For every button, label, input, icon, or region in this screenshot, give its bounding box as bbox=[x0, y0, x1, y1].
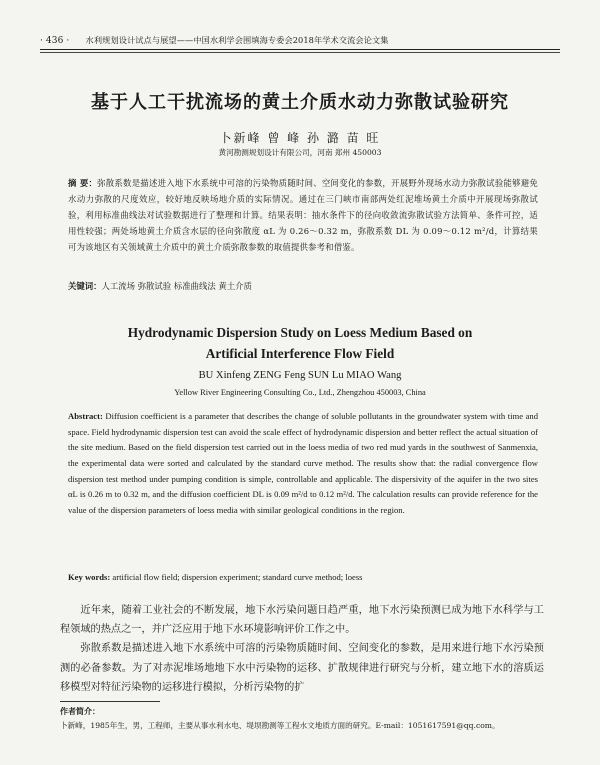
paper-title-en bbox=[0, 322, 600, 364]
footnote-text: 卜新峰，1985年生，男，工程师，主要从事水利水电、堤坝勘测等工程水文地质方面的研究。E-mail：1051617591@qq.com。 bbox=[60, 721, 500, 730]
body-text bbox=[60, 601, 544, 697]
keywords-en-label: Key words: bbox=[68, 572, 111, 582]
running-header bbox=[40, 35, 560, 46]
paper-title-en-line2: Artificial Interference Flow Field bbox=[205, 346, 395, 361]
header-rule bbox=[40, 49, 560, 50]
abstract-en-text: Diffusion coefficient is a parameter that describes the change of soluble pollutants in the groundwater system with time and space. Field hydrodynamic dispersion test can avoid the scale effect of hydrodynamic dispersion and better reflect the actual situation of the site medium. Based on the field dispersion test carried out in the loess media of two red mud yards in the southwest of Sanmenxia, the experimental data were sorted and calculated by the standard curve method. The results show that: the radial convergence flow dispersion test method under pumping condition is simple, controllable and applicable. The dispersivity of the aquifer in the two sites αL is 0.26 m to 0.32 m, and the diffusion coefficient DL is 0.09 m²/d to 0.12 m²/d. The calculation results can provide reference for the value of the dispersion parameters of loess media with similar geological conditions in the region. bbox=[68, 411, 538, 515]
abstract-cn-label: 摘 要： bbox=[68, 178, 98, 188]
paper-title-cn: 基于人工干扰流场的黄土介质水动力弥散试验研究 bbox=[91, 92, 509, 113]
abstract-cn-text: 弥散系数是描述进入地下水系统中可溶的污染物质随时间、空间变化的参数，开展野外现场水动力弥散试验能够避免水动力弥散的尺度效应，较好地反映场地介质的实际情况。通过在三门峡市南部两处红泥堆场黄土介质中开展现场弥散试验，利用标准曲线法对试验数据进行了整理和计算。结果表明：抽水条件下的径向收敛流弥散试验方法简单、条件可控，适用性较强；两处场地黄土介质含水层的径向弥散度 αL 为 0.26～0.32 m，弥散系数 DL 为 0.09～0.12 m²/d，计算结果可为该地区有关领域黄土介质中的黄土介质弥散参数的取值提供参考和借鉴。 bbox=[68, 178, 538, 253]
keywords-en-text: artificial flow field; dispersion experiment; standard curve method; loess bbox=[112, 572, 363, 582]
abstract-en bbox=[68, 409, 538, 519]
footnote-rule bbox=[60, 701, 160, 702]
affiliation-en: Yellow River Engineering Consulting Co., Ltd., Zhengzhou 450003, China bbox=[174, 388, 426, 397]
keywords-en bbox=[68, 572, 538, 582]
affiliation-cn: 黄河勘测规划设计有限公司，河南 郑州 450003 bbox=[218, 148, 382, 157]
page-number: · 436 · bbox=[40, 36, 70, 46]
running-title: 水利规划设计试点与展望——中国水利学会围填海专委会2018年学术交流会论文集 bbox=[85, 35, 389, 45]
authors-en: BU Xinfeng ZENG Feng SUN Lu MIAO Wang bbox=[198, 370, 402, 381]
keywords-cn-label: 关键词： bbox=[68, 281, 102, 291]
abstract-cn bbox=[68, 175, 538, 255]
authors-cn: 卜新峰 曾 峰 孙 潞 苗 旺 bbox=[219, 131, 381, 145]
header-rule-thin bbox=[40, 52, 560, 53]
footnote-label: 作者简介： bbox=[60, 707, 100, 716]
keywords-cn bbox=[68, 280, 538, 292]
body-paragraph: 弥散系数是描述进入地下水系统中可溶的污染物质随时间、空间变化的参数，是用来进行地下水污染预测的必备参数。为了对赤泥堆场地地下水中污染物的运移、扩散规律进行研究与分析，建立地下水的溶质运移模型对特征污染物的运移进行模拟，分析污染物的扩 bbox=[60, 643, 544, 693]
body-paragraph: 近年来，随着工业社会的不断发展，地下水污染问题日趋严重，地下水污染预测已成为地下水科学与工程领域的热点之一，并广泛应用于地下水环境影响评价工作之中。 bbox=[60, 605, 544, 636]
keywords-cn-text: 人工流场 弥散试验 标准曲线法 黄土介质 bbox=[101, 281, 252, 291]
abstract-en-label: Abstract: bbox=[68, 411, 103, 421]
paper-title-en-line1: Hydrodynamic Dispersion Study on Loess Medium Based on bbox=[127, 325, 473, 340]
